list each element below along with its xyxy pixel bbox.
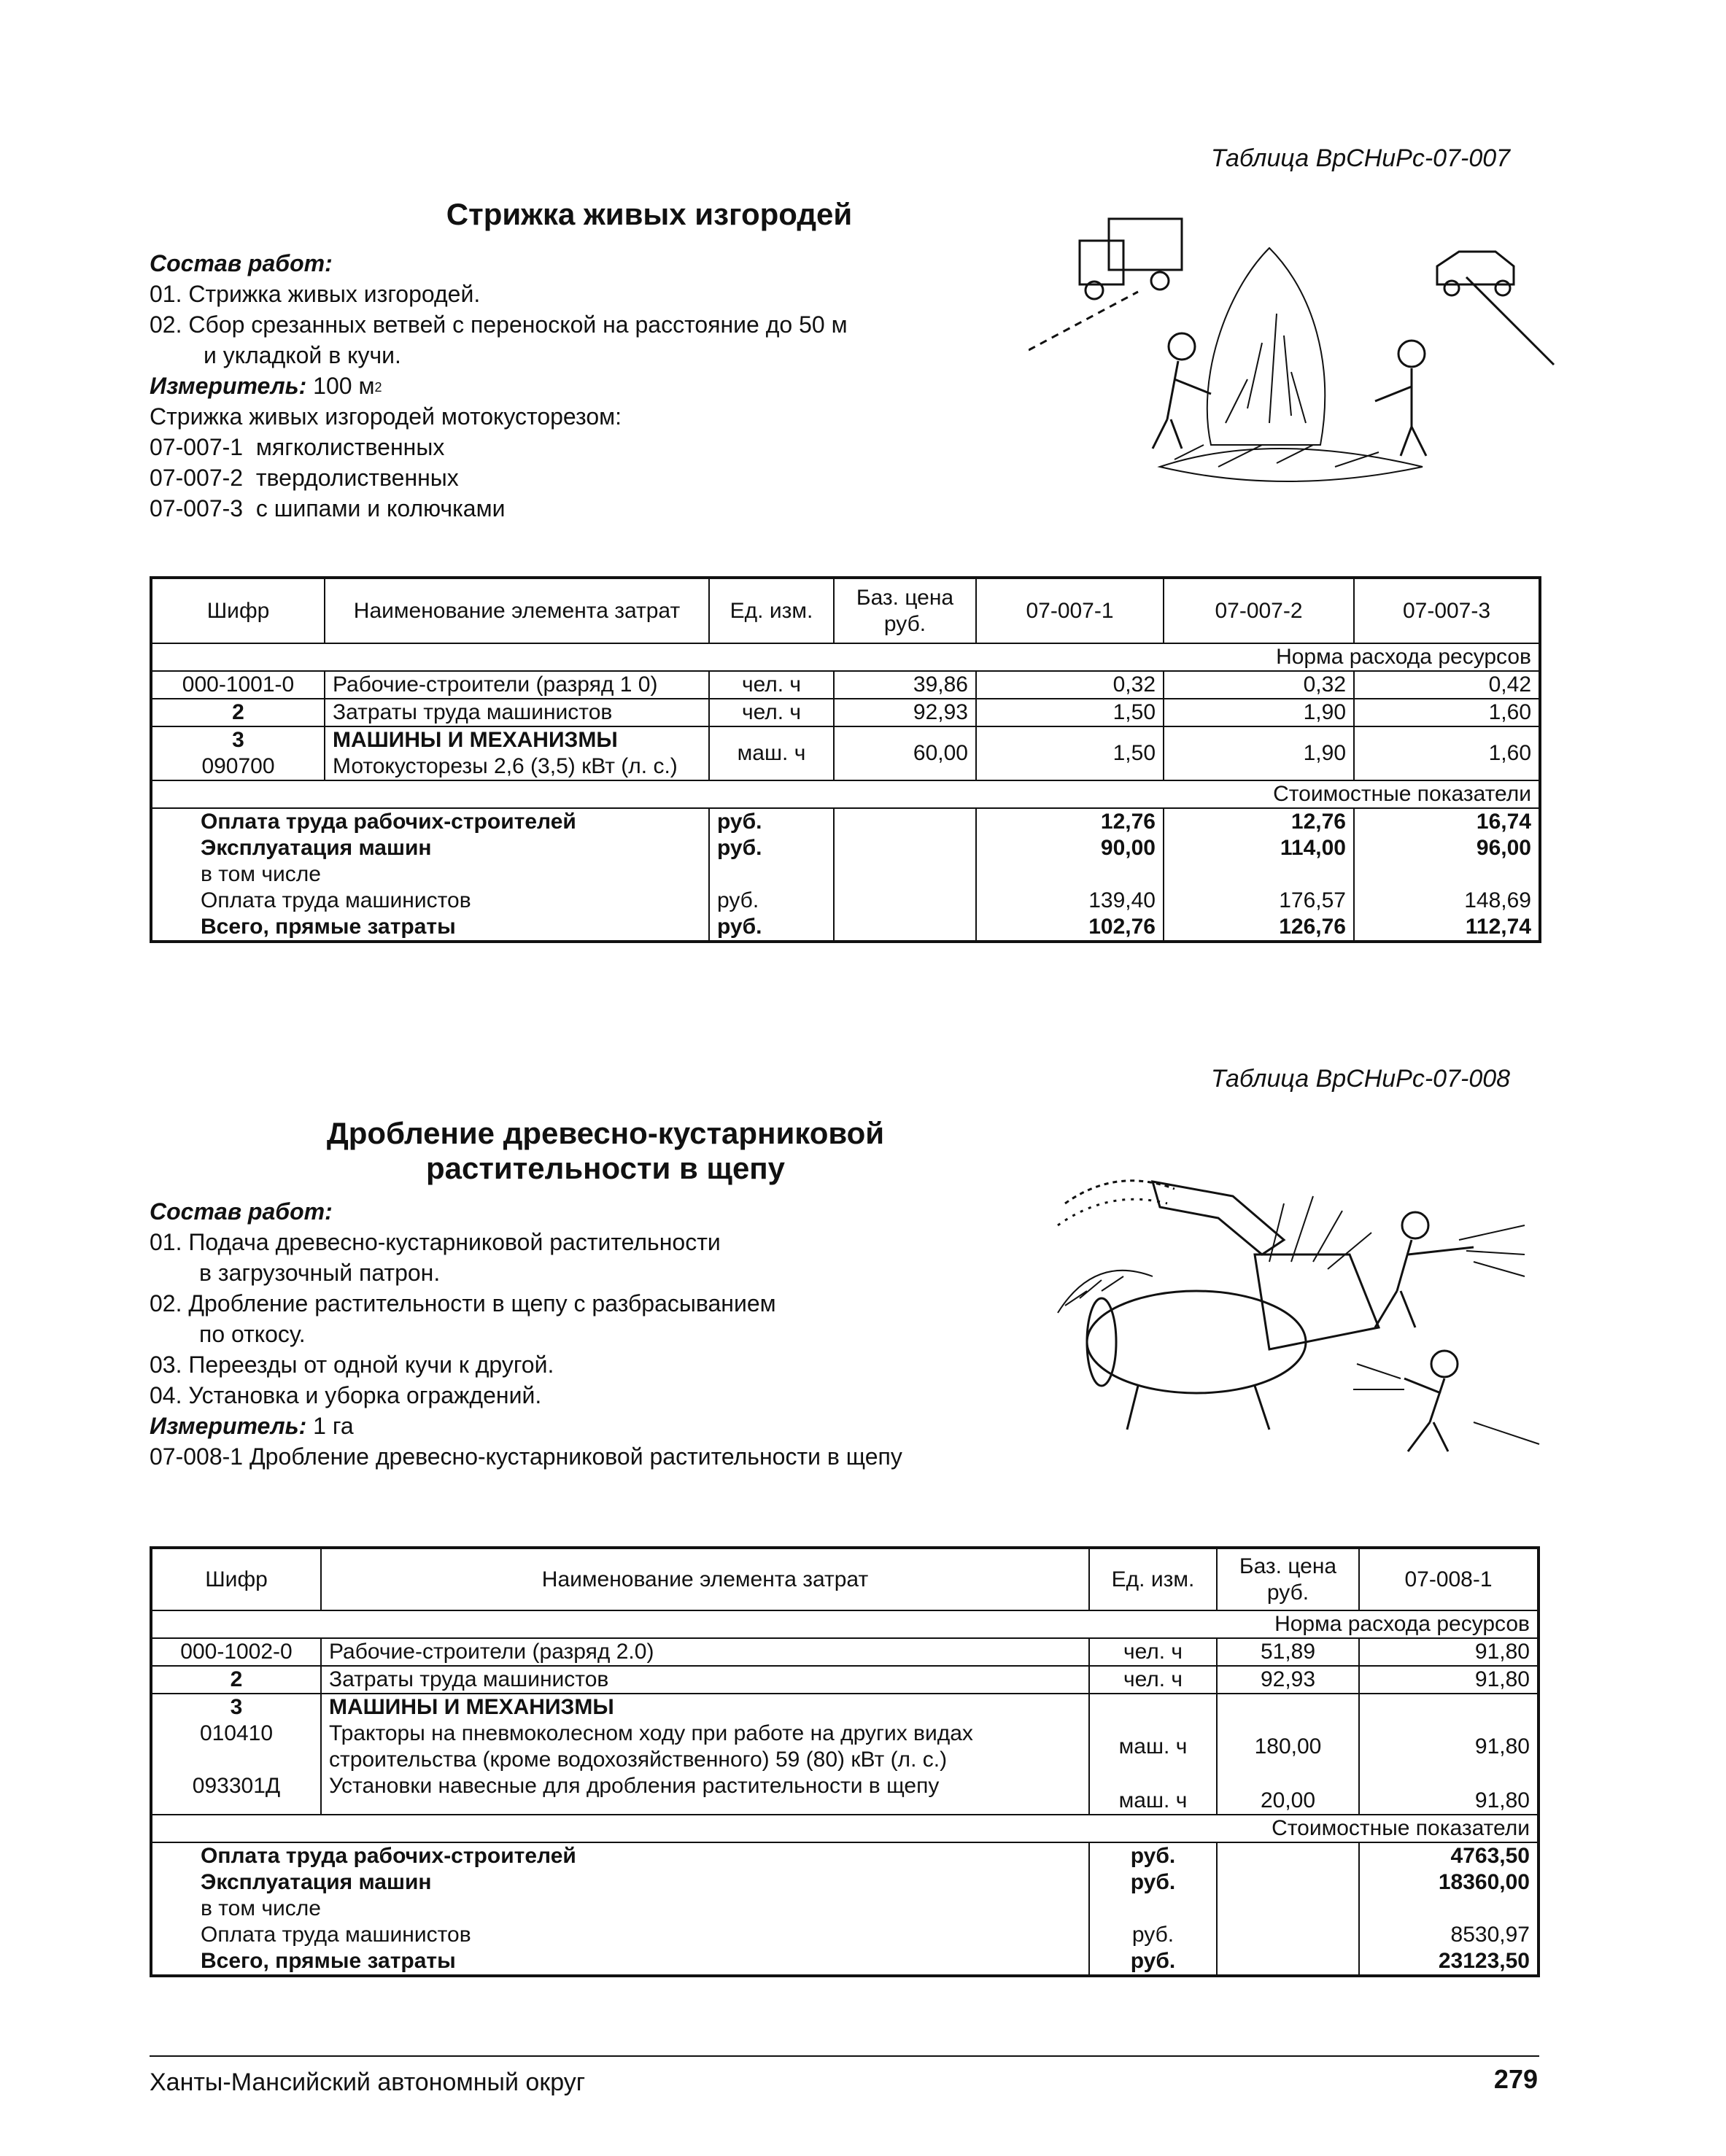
meter-sup: 2 [374, 380, 382, 395]
cost-col3 [1354, 808, 1540, 942]
cost-label-machines: Эксплуатация машин [201, 1870, 432, 1894]
cost-price-empty [1217, 1842, 1359, 1976]
cost-labels [151, 1842, 1089, 1976]
header-col2: 07-007-2 [1164, 578, 1354, 643]
machine-code: 090700 [201, 754, 275, 778]
cost-section-label: Стоимостные показатели [151, 780, 1540, 808]
code: 07-007-1 [150, 434, 244, 460]
code-line [150, 432, 1061, 462]
work-item: 01. Стрижка живых изгородей. [150, 281, 481, 307]
row-v1: 1,50 [976, 699, 1164, 726]
row-code: 2 [151, 1666, 321, 1694]
machines-heading: МАШИНЫ И МЕХАНИЗМЫ [329, 1695, 614, 1719]
value: 91,80 [1474, 1734, 1530, 1758]
machines-code: 3 [232, 728, 244, 752]
unit: руб. [1130, 1870, 1176, 1894]
row-name: Затраты труда машинистов [325, 699, 709, 726]
price: 180,00 [1254, 1734, 1322, 1758]
row-price: 92,93 [1217, 1666, 1359, 1694]
row-price: 51,89 [1217, 1638, 1359, 1666]
cost-price-empty [834, 808, 976, 942]
work-item: по откосу. [199, 1321, 306, 1347]
table-row [151, 1694, 1539, 1815]
row-v3: 0,42 [1354, 671, 1540, 699]
row-v1 [1359, 1694, 1539, 1815]
row-price: 39,86 [834, 671, 976, 699]
value: 96,00 [1476, 836, 1531, 860]
meter-line [150, 1411, 1061, 1441]
table-row [151, 1638, 1539, 1666]
header-col1: 07-007-1 [976, 578, 1164, 643]
row-name: Рабочие-строители (разряд 2.0) [321, 1638, 1089, 1666]
code-line [150, 462, 1061, 493]
code: 07-007-2 [150, 465, 244, 491]
unit: руб. [717, 915, 762, 939]
row-code [151, 726, 325, 780]
work-heading: Состав работ: [150, 1198, 333, 1225]
work-item: 02. Дробление растительности в щепу с разбрасыванием [150, 1290, 776, 1317]
cost-col1 [976, 808, 1164, 942]
machines-code: 3 [230, 1695, 243, 1719]
header-unit: Ед. изм. [709, 578, 834, 643]
row-price [1217, 1694, 1359, 1815]
table-tag: Таблица ВрСНиРс-07-008 [1211, 1065, 1511, 1093]
meter-label: Измеритель: [150, 373, 307, 399]
unit: маш. ч [1118, 1788, 1188, 1812]
cost-label-total: Всего, прямые затраты [201, 1949, 456, 1973]
value: 12,76 [1290, 810, 1346, 834]
machine-name: Мотокусторезы 2,6 (3,5) кВт (л. с.) [333, 754, 678, 778]
code-name: с шипами и колючками [255, 495, 506, 521]
norm-table-07-007 [150, 576, 1541, 943]
footer-region: Ханты-Мансийский автономный округ [150, 2068, 586, 2096]
header-unit: Ед. изм. [1089, 1548, 1217, 1610]
title-line: растительности в щепу [425, 1151, 786, 1185]
header-price: Баз. цена руб. [834, 578, 976, 643]
work-item: и укладкой в кучи. [204, 342, 401, 368]
machine-code: 010410 [199, 1721, 274, 1745]
machine-name: Тракторы на пневмоколесном ходу при работе на других видах строительства (кроме водохозяйственного) 59 (80) кВт (л. с.) [329, 1721, 973, 1772]
value: 148,69 [1464, 888, 1531, 912]
work-heading: Состав работ: [150, 250, 333, 276]
cost-col2 [1164, 808, 1354, 942]
work-item: 01. Подача древесно-кустарниковой растительности [150, 1229, 721, 1255]
row-unit: чел. ч [1089, 1666, 1217, 1694]
cost-label-labor: Оплата труда рабочих-строителей [201, 1844, 576, 1868]
cost-label-incl: в том числе [201, 1896, 321, 1920]
value: 90,00 [1100, 836, 1156, 860]
value: 176,57 [1279, 888, 1346, 912]
header-price: Баз. цена руб. [1217, 1548, 1359, 1610]
table-row [151, 671, 1540, 699]
work-item: 02. Сбор срезанных ветвей с переноской на расстояние до 50 м [150, 311, 848, 338]
row-unit: маш. ч [709, 726, 834, 780]
cost-units [709, 808, 834, 942]
cost-units [1089, 1842, 1217, 1976]
row-code: 000-1002-0 [151, 1638, 321, 1666]
header-col3: 07-007-3 [1354, 578, 1540, 643]
value: 18360,00 [1438, 1870, 1530, 1894]
intro-line: Стрижка живых изгородей мотокусторезом: [150, 403, 622, 430]
row-unit: чел. ч [1089, 1638, 1217, 1666]
cost-section-label: Стоимостные показатели [151, 1815, 1539, 1842]
unit: руб. [1130, 1949, 1176, 1973]
row-code: 2 [151, 699, 325, 726]
unit: руб. [717, 810, 762, 834]
header-name: Наименование элемента затрат [321, 1548, 1089, 1610]
page-number: 279 [1493, 2064, 1538, 2094]
code-line: 07-008-1 Дробление древесно-кустарниковой растительности в щепу [150, 1443, 902, 1470]
header-code: Шифр [151, 1548, 321, 1610]
table-row [151, 1666, 1539, 1694]
price: 20,00 [1260, 1788, 1316, 1812]
unit: руб. [1131, 1923, 1174, 1947]
table-row [151, 726, 1540, 780]
value: 102,76 [1088, 915, 1156, 939]
section-title [241, 1116, 970, 1186]
row-code: 000-1001-0 [151, 671, 325, 699]
code-name: твердолиственных [255, 465, 459, 491]
row-unit: чел. ч [709, 671, 834, 699]
machines-heading: МАШИНЫ И МЕХАНИЗМЫ [333, 728, 618, 752]
row-v2: 1,90 [1164, 726, 1354, 780]
unit: руб. [717, 836, 762, 860]
row-v3: 1,60 [1354, 726, 1540, 780]
code-line [150, 493, 1061, 524]
row-v1: 91,80 [1359, 1638, 1539, 1666]
row-v2: 1,90 [1164, 699, 1354, 726]
value: 4763,50 [1450, 1844, 1530, 1868]
table-row [151, 699, 1540, 726]
value: 91,80 [1474, 1788, 1530, 1812]
header-name: Наименование элемента затрат [325, 578, 709, 643]
header-col1: 07-008-1 [1359, 1548, 1539, 1610]
cost-label-machines: Эксплуатация машин [201, 836, 432, 860]
row-name [325, 726, 709, 780]
cost-col1 [1359, 1842, 1539, 1976]
row-v3: 1,60 [1354, 699, 1540, 726]
table-tag: Таблица ВрСНиРс-07-007 [1211, 144, 1511, 172]
hedge-trimming-illustration [1029, 204, 1561, 511]
work-description [150, 1196, 1061, 1472]
work-description [150, 248, 1061, 524]
row-price: 92,93 [834, 699, 976, 726]
value: 114,00 [1280, 836, 1346, 860]
cost-label-operators: Оплата труда машинистов [201, 1923, 471, 1947]
cost-label-labor: Оплата труда рабочих-строителей [201, 810, 576, 834]
value: 23123,50 [1438, 1949, 1530, 1973]
row-price: 60,00 [834, 726, 976, 780]
meter-line [150, 371, 1061, 401]
machine-name: Установки навесные для дробления растительности в щепу [329, 1774, 940, 1798]
row-v2: 0,32 [1164, 671, 1354, 699]
value: 12,76 [1100, 810, 1156, 834]
header-code: Шифр [151, 578, 325, 643]
norm-section-label: Норма расхода ресурсов [151, 1610, 1539, 1638]
code: 07-007-3 [150, 495, 244, 521]
wood-chipper-illustration [1036, 1145, 1561, 1466]
machine-code: 093301Д [192, 1774, 281, 1798]
cost-label-operators: Оплата труда машинистов [201, 888, 471, 912]
meter-value: 100 м [313, 373, 375, 399]
row-name [321, 1694, 1089, 1815]
unit: руб. [717, 888, 759, 912]
code-name: мягколиственных [255, 434, 445, 460]
value: 16,74 [1476, 810, 1531, 834]
work-item: в загрузочный патрон. [199, 1260, 441, 1286]
meter-label: Измеритель: [150, 1413, 307, 1439]
cost-row [151, 808, 1540, 942]
title-line: Дробление древесно-кустарниковой [326, 1116, 885, 1150]
value: 126,76 [1279, 915, 1346, 939]
row-name: Затраты труда машинистов [321, 1666, 1089, 1694]
cost-label-incl: в том числе [201, 862, 321, 886]
row-v1: 91,80 [1359, 1666, 1539, 1694]
footer-divider [150, 2055, 1539, 2057]
value: 112,74 [1465, 915, 1531, 939]
work-item: 04. Установка и уборка ограждений. [150, 1382, 542, 1408]
value: 8530,97 [1450, 1923, 1530, 1947]
cost-label-total: Всего, прямые затраты [201, 915, 456, 939]
row-name: Рабочие-строители (разряд 1 0) [325, 671, 709, 699]
section-title: Стрижка живых изгородей [446, 197, 853, 231]
row-v1: 0,32 [976, 671, 1164, 699]
cost-labels [151, 808, 709, 942]
row-unit [1089, 1694, 1217, 1815]
unit: маш. ч [1118, 1734, 1188, 1758]
work-item: 03. Переезды от одной кучи к другой. [150, 1352, 554, 1378]
unit: руб. [1130, 1844, 1176, 1868]
row-v1: 1,50 [976, 726, 1164, 780]
norm-section-label: Норма расхода ресурсов [151, 643, 1540, 671]
row-unit: чел. ч [709, 699, 834, 726]
row-code [151, 1694, 321, 1815]
value: 139,40 [1088, 888, 1156, 912]
norm-table-07-008 [150, 1546, 1540, 1977]
cost-row [151, 1842, 1539, 1976]
meter-value: 1 га [313, 1413, 354, 1439]
